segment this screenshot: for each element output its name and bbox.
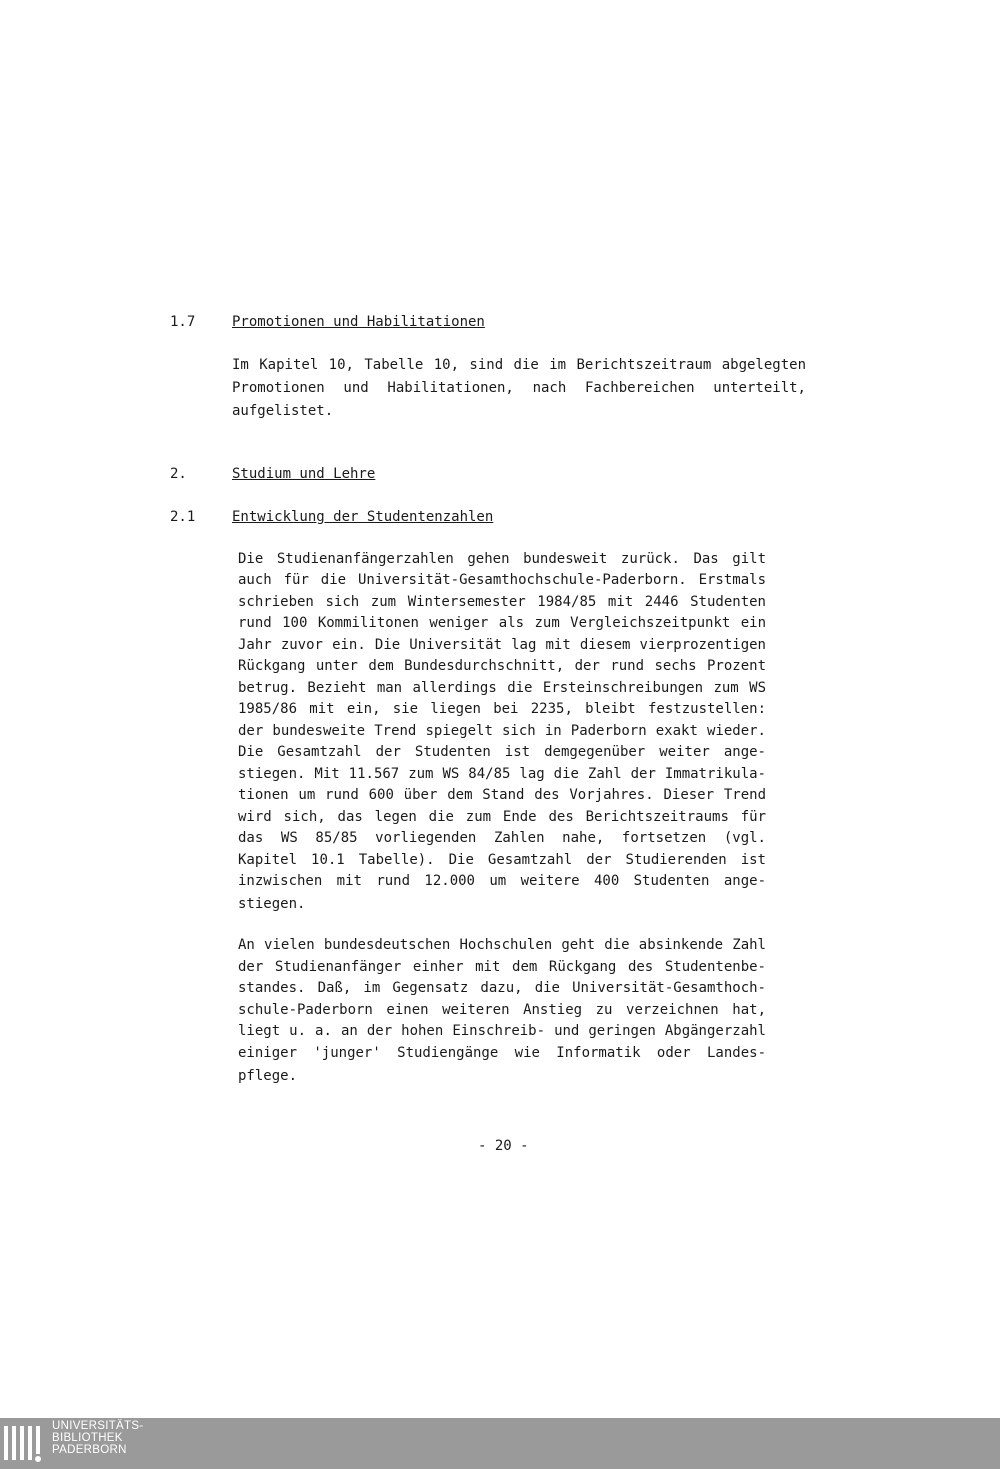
section-heading: Entwicklung der Studentenzahlen — [232, 509, 494, 525]
text-line: der bundesweite Trend spiegelt sich in Paderborn exakt wieder. — [238, 723, 766, 739]
text-line: tionen um rund 600 über dem Stand des Vorjahres. Dieser Trend — [238, 787, 766, 803]
text-line: betrug. Bezieht man allerdings die Ersteinschreibungen zum WS — [238, 680, 766, 696]
section-heading: Studium und Lehre — [232, 466, 376, 482]
text-line: standes. Daß, im Gegensatz dazu, die Universität-Gesamthoch- — [238, 980, 766, 996]
text-line: Rückgang unter dem Bundesdurchschnitt, der rund sechs Prozent — [238, 658, 766, 674]
text-line: Im Kapitel 10, Tabelle 10, sind die im Berichtszeitraum abgelegten — [232, 357, 806, 373]
text-line: schule-Paderborn einen weiteren Anstieg zu verzeichnen hat, — [238, 1002, 766, 1018]
text-line: inzwischen mit rund 12.000 um weitere 400 Studenten ange- — [238, 873, 766, 889]
text-line: Kapitel 10.1 Tabelle). Die Gesamtzahl der Studierenden ist — [238, 852, 766, 868]
text-line: Die Gesamtzahl der Studenten ist demgegenüber weiter ange- — [238, 744, 766, 760]
library-footer — [0, 1418, 1000, 1469]
text-line: stiegen. — [238, 896, 306, 912]
logo-line: UNIVERSITÄTS- — [52, 1420, 144, 1432]
library-logo-text — [52, 1420, 143, 1456]
text-line: auch für die Universität-Gesamthochschule-Paderborn. Erstmals — [238, 572, 766, 588]
library-logo-icon — [3, 1424, 47, 1464]
section-heading: Promotionen und Habilitationen — [232, 314, 485, 330]
text-line: 1985/86 mit ein, sie liegen bei 2235, bleibt festzustellen: — [238, 701, 766, 717]
text-line: Jahr zuvor ein. Die Universität lag mit diesem vierprozentigen — [238, 637, 766, 653]
text-line: liegt u. a. an der hohen Einschreib- und geringen Abgängerzahl — [238, 1023, 766, 1039]
text-line: aufgelistet. — [232, 403, 334, 419]
section-number: 2.1 — [170, 509, 196, 525]
text-line: stiegen. Mit 11.567 zum WS 84/85 lag die Zahl der Immatrikula- — [238, 766, 766, 782]
text-line: einiger 'junger' Studiengänge wie Informatik oder Landes- — [238, 1045, 766, 1061]
text-line: Die Studienanfängerzahlen gehen bundesweit zurück. Das gilt — [238, 551, 766, 567]
text-line: Promotionen und Habilitationen, nach Fachbereichen unterteilt, — [232, 380, 806, 396]
text-line: das WS 85/85 vorliegenden Zahlen nahe, fortsetzen (vgl. — [238, 830, 766, 846]
text-line: rund 100 Kommilitonen weniger als zum Vergleichszeitpunkt ein — [238, 615, 766, 631]
section-number: 2. — [170, 466, 187, 482]
logo-line: PADERBORN — [52, 1444, 127, 1456]
page-number: - 20 - — [478, 1138, 529, 1154]
text-line: der Studienanfänger einher mit dem Rückgang des Studentenbe- — [238, 959, 766, 975]
text-line: pflege. — [238, 1068, 298, 1084]
text-line: An vielen bundesdeutschen Hochschulen geht die absinkende Zahl — [238, 937, 766, 953]
section-number: 1.7 — [170, 314, 196, 330]
text-line: wird sich, das legen die zum Ende des Berichtszeitraums für — [238, 809, 766, 825]
text-line: schrieben sich zum Wintersemester 1984/85 mit 2446 Studenten — [238, 594, 766, 610]
logo-line: BIBLIOTHEK — [52, 1432, 123, 1444]
